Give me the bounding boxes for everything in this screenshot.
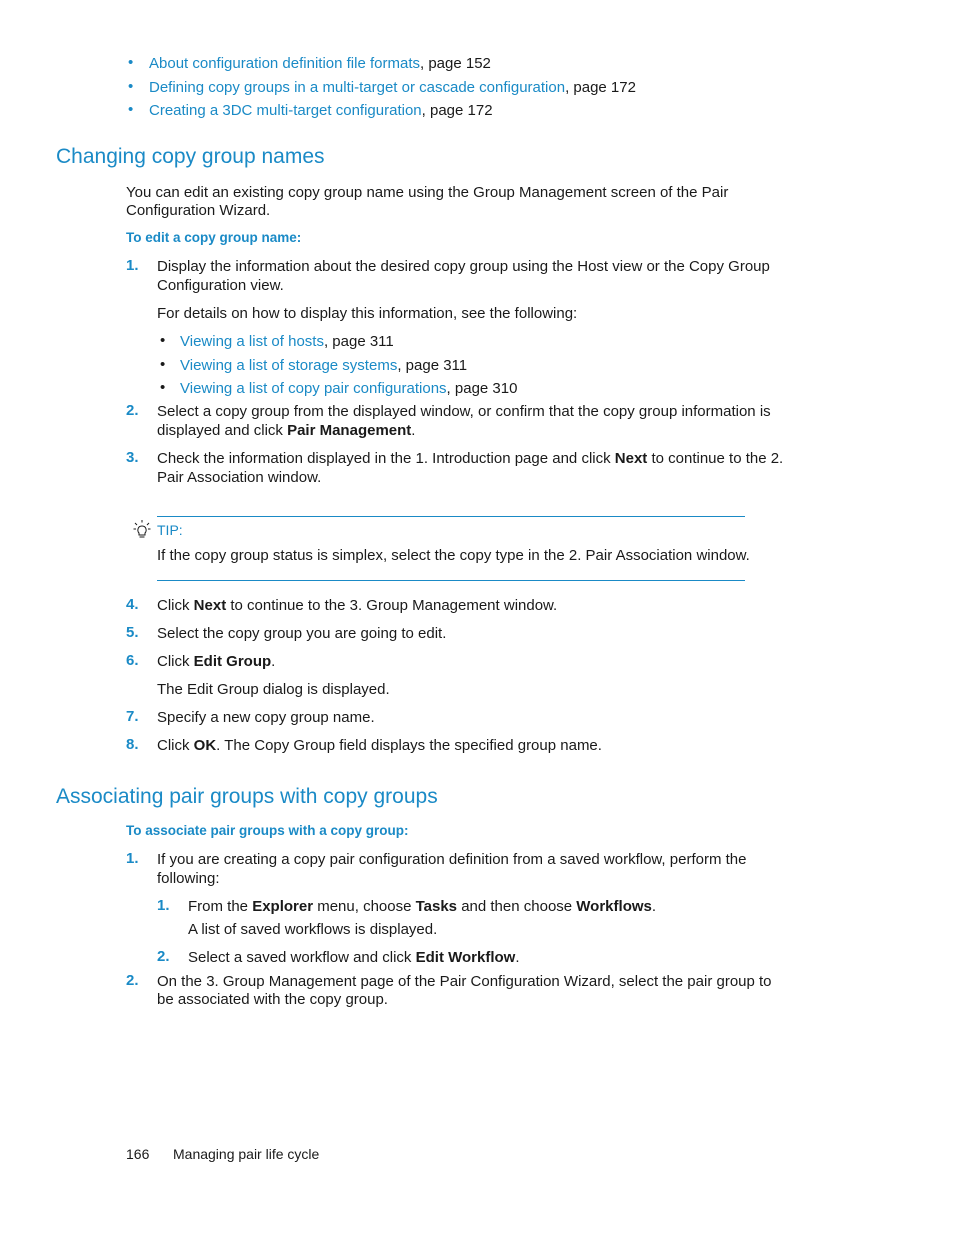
step-number: 2. — [126, 972, 139, 989]
text-run: Click — [157, 597, 194, 614]
bullet: • — [160, 332, 166, 349]
page-ref: , page 172 — [421, 102, 493, 119]
step-number: 7. — [126, 708, 139, 725]
text-run: displayed and click — [157, 422, 288, 439]
page-number: 166 — [126, 1146, 150, 1162]
ui-term: Workflows — [576, 898, 652, 915]
text-run: . — [651, 898, 657, 915]
related-link-item — [149, 78, 636, 97]
step-text — [157, 736, 602, 755]
step-number: 8. — [126, 736, 139, 753]
step-text — [157, 449, 783, 468]
bullet: • — [128, 78, 134, 95]
tip-label: TIP: — [157, 522, 183, 538]
procedure-heading: To associate pair groups with a copy group: — [126, 823, 409, 838]
tip-top-rule — [157, 516, 745, 517]
step-number: 1. — [126, 850, 139, 867]
step-text — [157, 421, 415, 440]
viewing-storage-systems-link[interactable]: Viewing a list of storage systems — [180, 357, 398, 374]
related-link-item — [149, 54, 491, 73]
substep-result: A list of saved workflows is displayed. — [188, 921, 438, 938]
substep-text — [188, 897, 656, 916]
step-text: Select the copy group you are going to edit. — [157, 625, 447, 642]
step-text: On the 3. Group Management page of the Pair Configuration Wizard, select the pair group to — [157, 973, 772, 990]
step-text — [157, 652, 275, 671]
reference-item — [180, 379, 517, 398]
page-ref: , page 172 — [565, 79, 636, 96]
substep-number: 2. — [157, 948, 170, 965]
ui-term: Next — [193, 597, 227, 614]
lightbulb-icon — [133, 519, 151, 543]
text-run: Check the information displayed in the 1. Introduction page and click — [157, 450, 615, 467]
step-text: following: — [157, 870, 220, 887]
config-file-formats-link[interactable]: About configuration definition file formats — [149, 55, 420, 72]
related-link-item — [149, 101, 493, 120]
step-number: 3. — [126, 449, 139, 466]
step-text: Select a copy group from the displayed window, or confirm that the copy group information is — [157, 403, 771, 420]
step-number: 4. — [126, 596, 139, 613]
step-text: Specify a new copy group name. — [157, 709, 375, 726]
step-number: 5. — [126, 624, 139, 641]
ui-term: Edit Workflow — [415, 949, 516, 966]
bullet: • — [160, 356, 166, 373]
step-result: The Edit Group dialog is displayed. — [157, 681, 390, 698]
text-run: . — [271, 653, 276, 670]
tip-text: If the copy group status is simplex, select the copy type in the 2. Pair Association window. — [157, 547, 750, 564]
bullet: • — [128, 54, 134, 71]
bullet: • — [160, 379, 166, 396]
section-heading: Changing copy group names — [56, 145, 325, 168]
ui-term: Explorer — [252, 898, 314, 915]
substep-number: 1. — [157, 897, 170, 914]
bullet: • — [128, 101, 134, 118]
reference-item — [180, 332, 394, 351]
step-number: 2. — [126, 402, 139, 419]
text-run: From the — [188, 898, 253, 915]
text-run: . — [411, 422, 416, 439]
text-run: menu, choose — [313, 898, 416, 915]
page-ref: , page 311 — [397, 357, 468, 374]
text-run: Click — [157, 653, 194, 670]
ui-term: Tasks — [415, 898, 458, 915]
viewing-hosts-link[interactable]: Viewing a list of hosts — [180, 333, 324, 350]
chapter-title: Managing pair life cycle — [173, 1146, 320, 1162]
step-number: 1. — [126, 257, 139, 274]
page-ref: , page 311 — [323, 333, 394, 350]
page-ref: , page 152 — [420, 55, 491, 72]
text-run: . The Copy Group field displays the specified group name. — [216, 737, 602, 754]
page-ref: , page 310 — [446, 380, 518, 397]
ui-term: Edit Group — [193, 653, 272, 670]
step-number: 6. — [126, 652, 139, 669]
ui-term: Pair Management — [287, 422, 412, 439]
ui-term: OK — [193, 737, 217, 754]
substep-text — [188, 948, 520, 967]
reference-item — [180, 356, 467, 375]
step-text: If you are creating a copy pair configuration definition from a saved workflow, perform the — [157, 851, 747, 868]
creating-3dc-link[interactable]: Creating a 3DC multi-target configuration — [149, 102, 422, 119]
ui-term: Next — [614, 450, 648, 467]
text-run: to continue to the 2. — [647, 450, 784, 467]
step-text: be associated with the copy group. — [157, 991, 388, 1008]
step-text: Pair Association window. — [157, 469, 322, 486]
section-heading: Associating pair groups with copy groups — [56, 785, 438, 808]
defining-copy-groups-link[interactable]: Defining copy groups in a multi-target or cascade configuration — [149, 79, 566, 96]
step-text: Display the information about the desired copy group using the Host view or the Copy Group — [157, 258, 770, 275]
text-run: Click — [157, 737, 194, 754]
intro-text: You can edit an existing copy group name using the Group Management screen of the Pair — [126, 184, 729, 201]
step-details: For details on how to display this information, see the following: — [157, 305, 578, 322]
viewing-copy-pair-configs-link[interactable]: Viewing a list of copy pair configurations — [180, 380, 447, 397]
text-run: . — [515, 949, 520, 966]
step-text — [157, 596, 557, 615]
tip-bottom-rule — [157, 580, 745, 581]
step-text: Configuration view. — [157, 277, 284, 294]
intro-text: Configuration Wizard. — [126, 202, 271, 219]
text-run: Select a saved workflow and click — [188, 949, 416, 966]
text-run: and then choose — [457, 898, 577, 915]
procedure-heading: To edit a copy group name: — [126, 230, 302, 245]
text-run: to continue to the 3. Group Management window. — [226, 597, 558, 614]
